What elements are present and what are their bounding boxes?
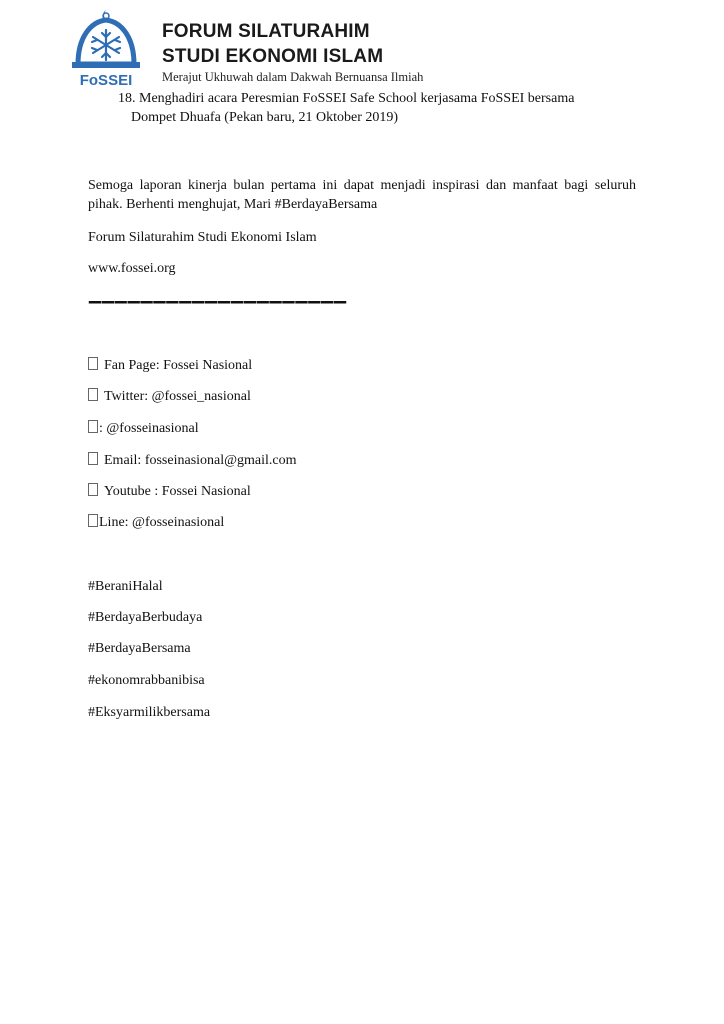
social-twitter (88, 387, 251, 406)
social-text: Youtube : Fossei Nasional (104, 484, 251, 499)
social-facebook (88, 356, 252, 375)
separator-line: –––––––––––––––––––– (88, 287, 347, 315)
social-instagram (88, 419, 199, 438)
twitter-icon (88, 388, 98, 401)
social-email (88, 451, 297, 470)
website-link[interactable]: www.fossei.org (88, 261, 176, 276)
facebook-icon (88, 357, 98, 370)
tagline: Merajut Ukhuwah dalam Dakwah Bernuansa Ilmiah (162, 70, 424, 84)
list-item-line2: Dompet Dhuafa (Pekan baru, 21 Oktober 2019) (131, 110, 399, 125)
hashtag: #BerdayaBersama (88, 641, 191, 656)
hashtag: #BeraniHalal (88, 579, 163, 594)
social-text: : @fosseinasional (99, 421, 199, 436)
list-item-line1: 18. Menghadiri acara Peresmian FoSSEI Safe School kerjasama FoSSEI bersama (118, 91, 575, 106)
fossei-logo (64, 8, 148, 88)
email-icon (88, 452, 98, 465)
social-line (88, 513, 224, 532)
social-text: Email: fosseinasional@gmail.com (104, 453, 297, 468)
logo-text: FoSSEI (79, 72, 133, 88)
hashtag: #Eksyarmilikbersama (88, 705, 211, 720)
instagram-icon (88, 420, 98, 433)
hashtag: #ekonomrabbanibisa (88, 673, 205, 688)
social-text: Line: @fosseinasional (99, 515, 225, 530)
social-youtube (88, 482, 251, 501)
line-icon (88, 514, 98, 527)
social-text: Fan Page: Fossei Nasional (104, 358, 253, 373)
hashtag: #BerdayaBerbudaya (88, 610, 203, 625)
list-item (118, 89, 574, 127)
org-name-line2: STUDI EKONOMI ISLAM (162, 46, 384, 67)
closing-org: Forum Silaturahim Studi Ekonomi Islam (88, 230, 317, 245)
youtube-icon (88, 483, 98, 496)
social-text: Twitter: @fossei_nasional (104, 389, 251, 404)
closing-paragraph: Semoga laporan kinerja bulan pertama ini dapat menjadi inspirasi dan manfaat bagi seluruh pihak. Berhenti menghujat, Mari #BerdayaBersama (88, 178, 636, 212)
org-name-line1: FORUM SILATURAHIM (162, 21, 370, 42)
